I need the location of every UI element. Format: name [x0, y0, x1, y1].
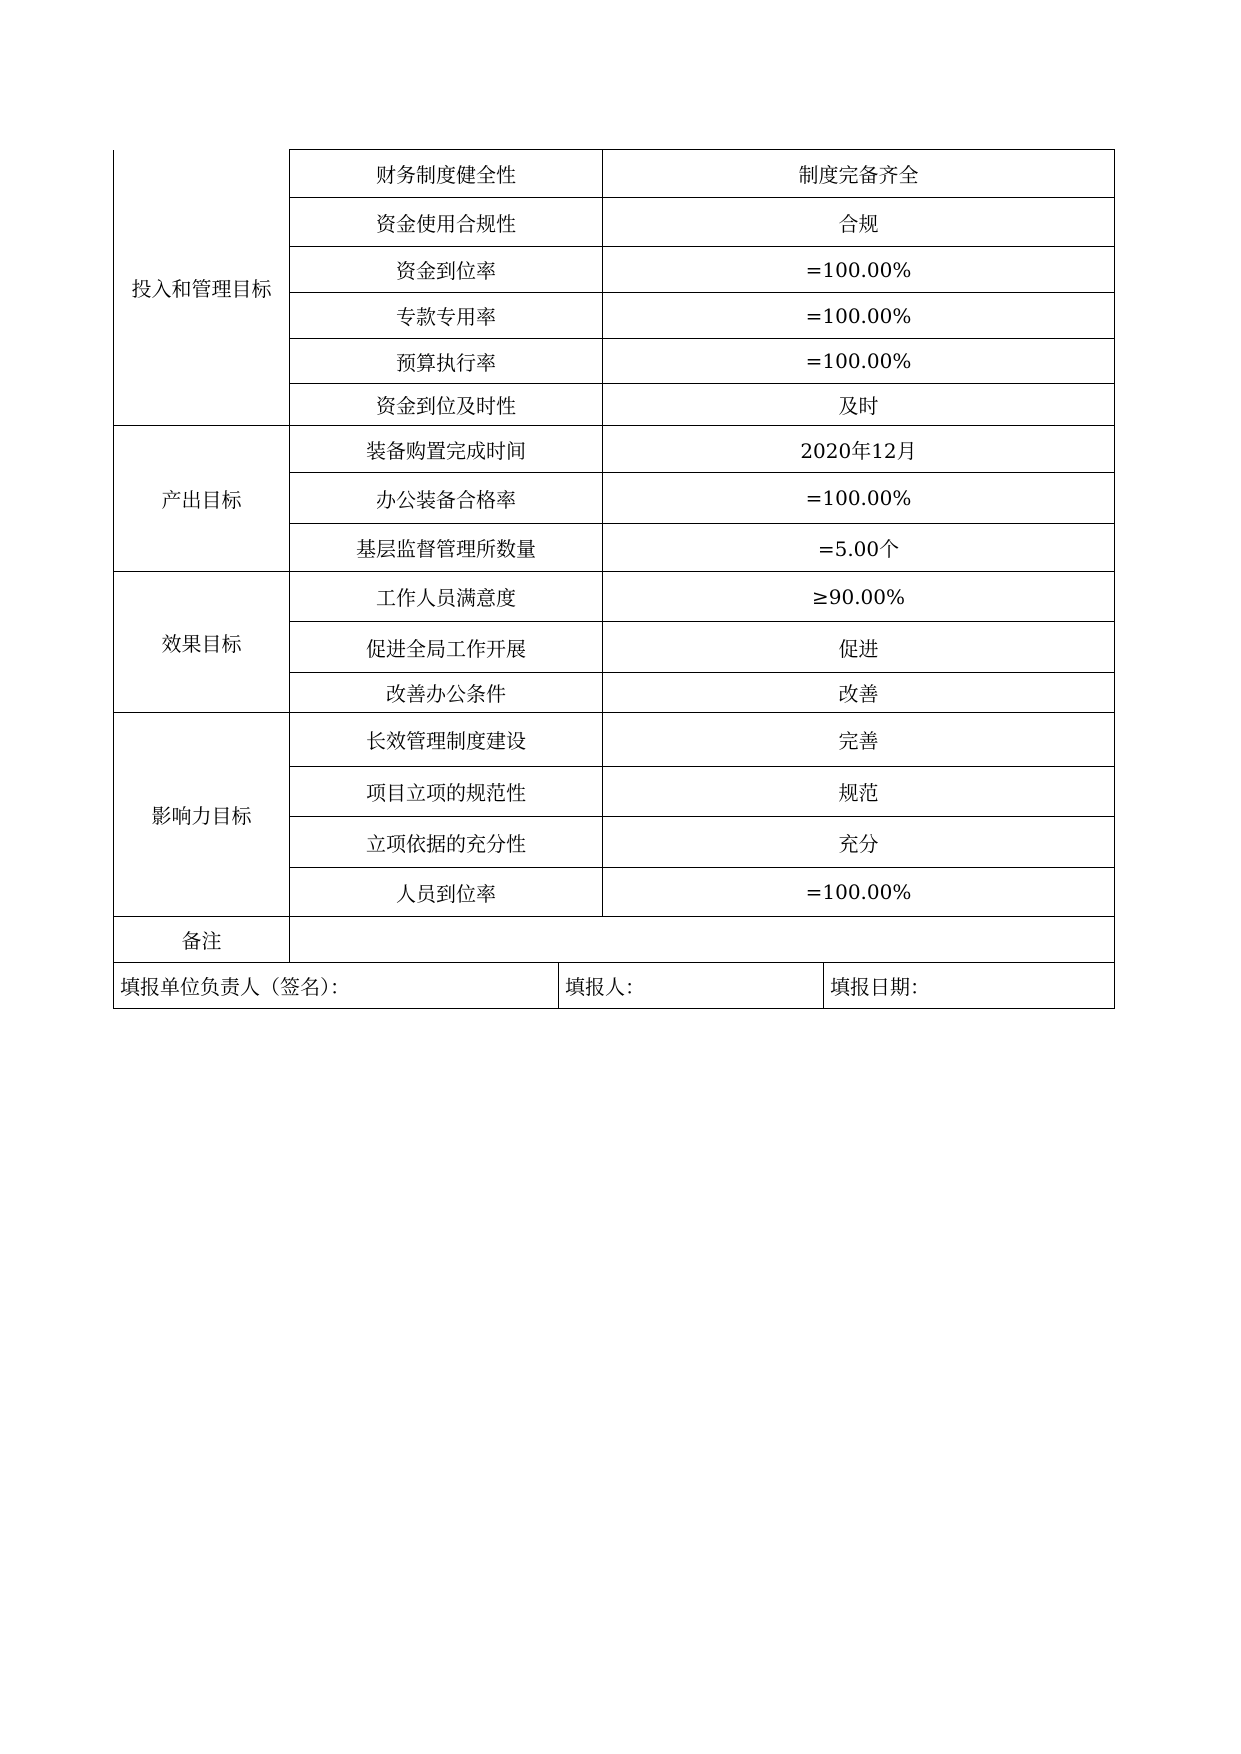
table-row [114, 572, 1115, 622]
value-cell: 规范 [603, 767, 1115, 817]
value-cell: =5.00个 [603, 524, 1115, 572]
value-cell: 2020年12月 [603, 426, 1115, 473]
indicator-cell: 长效管理制度建设 [290, 713, 603, 767]
value-cell: 改善 [603, 673, 1115, 713]
value-cell: =100.00% [603, 339, 1115, 384]
indicator-cell: 改善办公条件 [290, 673, 603, 713]
value-cell: =100.00% [603, 247, 1115, 293]
table-row [114, 713, 1115, 767]
unit-head-signature-label: 填报单位负责人（签名）： [114, 963, 559, 1009]
remarks-label: 备注 [114, 917, 290, 963]
indicator-cell: 专款专用率 [290, 293, 603, 339]
table-row [114, 426, 1115, 473]
value-cell: 促进 [603, 622, 1115, 673]
value-cell: 及时 [603, 384, 1115, 426]
report-date-label: 填报日期： [824, 963, 1115, 1009]
value-cell: ≥90.00% [603, 572, 1115, 622]
value-cell: 完善 [603, 713, 1115, 767]
indicator-cell: 办公装备合格率 [290, 473, 603, 524]
indicator-cell: 基层监督管理所数量 [290, 524, 603, 572]
footer-row [114, 963, 1115, 1009]
value-cell: 制度完备齐全 [603, 150, 1115, 198]
indicator-cell: 立项依据的充分性 [290, 817, 603, 868]
remarks-row [114, 917, 1115, 963]
indicator-cell: 促进全局工作开展 [290, 622, 603, 673]
reporter-label: 填报人： [559, 963, 824, 1009]
value-cell: 合规 [603, 198, 1115, 247]
value-cell: =100.00% [603, 473, 1115, 524]
indicator-cell: 项目立项的规范性 [290, 767, 603, 817]
performance-goals-table [113, 149, 1115, 1009]
value-cell: =100.00% [603, 868, 1115, 917]
remarks-value [290, 917, 1115, 963]
table-row [114, 150, 1115, 198]
category-impact: 影响力目标 [114, 713, 290, 917]
indicator-cell: 资金使用合规性 [290, 198, 603, 247]
value-cell: =100.00% [603, 293, 1115, 339]
indicator-cell: 财务制度健全性 [290, 150, 603, 198]
indicator-cell: 资金到位率 [290, 247, 603, 293]
indicator-cell: 资金到位及时性 [290, 384, 603, 426]
indicator-cell: 预算执行率 [290, 339, 603, 384]
indicator-cell: 装备购置完成时间 [290, 426, 603, 473]
indicator-cell: 人员到位率 [290, 868, 603, 917]
indicator-cell: 工作人员满意度 [290, 572, 603, 622]
category-input-management: 投入和管理目标 [114, 150, 290, 426]
category-output: 产出目标 [114, 426, 290, 572]
value-cell: 充分 [603, 817, 1115, 868]
category-effect: 效果目标 [114, 572, 290, 713]
